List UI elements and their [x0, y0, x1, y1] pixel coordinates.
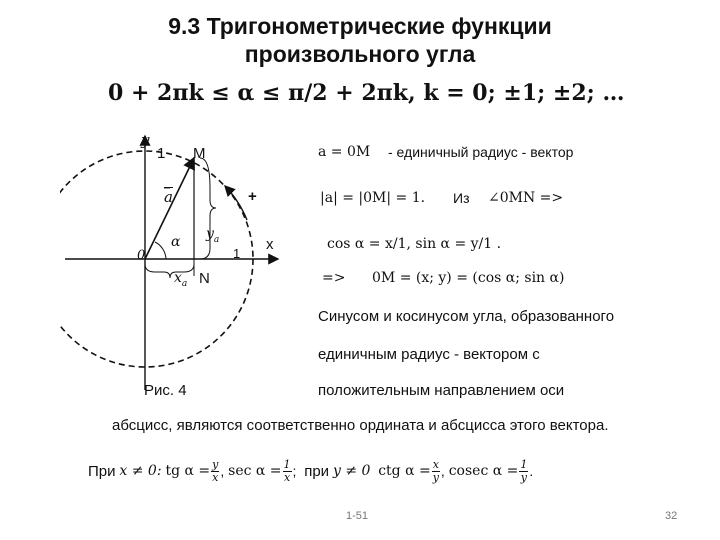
vector-coordinates: 0M = (x; y) = (cos α; sin α) — [372, 270, 565, 286]
tg-fraction: $\frac{y}{x}$ — [212, 457, 219, 484]
unit-mark-top: 1 — [157, 145, 166, 162]
angle-arc — [155, 242, 166, 259]
cosec-label: cosec α = — [448, 463, 519, 479]
implies-arrow: => — [322, 270, 346, 286]
def-vector-text: - единичный радиус - вектор — [388, 144, 574, 160]
slide-title-line2: произвольного угла — [244, 41, 476, 67]
page-number: 32 — [665, 510, 678, 522]
point-m-label: M — [193, 145, 206, 162]
positive-direction-label: + — [248, 188, 257, 205]
ordinate-label: $y_a$ — [206, 226, 220, 245]
vector-a-label: $\overline{a}$ — [164, 188, 173, 206]
condition-y: y ≠ 0 — [332, 463, 371, 479]
unit-circle-figure — [60, 128, 300, 398]
definition-line1: Синусом и косинусом угла, образованного — [318, 308, 615, 325]
when-text-2: при — [304, 462, 330, 480]
from-text: Из — [453, 190, 470, 206]
definition-line3: положительным направлением оси — [318, 382, 565, 399]
ctg-fraction: $\frac{x}{y}$ — [432, 457, 439, 484]
triangle-math: ∠0MN => — [488, 190, 564, 206]
condition-x: x ≠ 0: — [119, 463, 162, 479]
y-axis-label: y — [141, 131, 150, 149]
ctg-label: ctg α = — [378, 463, 431, 479]
definition-line4: абсцисс, являются соответственно ордината и абсцисса этого вектора. — [112, 417, 609, 434]
vector-length-math: |a| = |0M| = 1. — [320, 190, 426, 206]
sec-fraction: $\frac{1}{x}$ — [283, 457, 291, 484]
unit-mark-right: 1 — [233, 246, 241, 261]
trig-formulas-row: При x ≠ 0: tg α = $\frac{y}{x}$ , sec α = $\frac{1}{x}$ ; при y ≠ 0 ctg α = $\frac{x}{y}$ , cosec α = $\frac{1}{y}$ . — [88, 457, 534, 484]
angle-alpha-label: α — [171, 234, 181, 250]
tg-label: tg α = — [165, 463, 211, 479]
def-vector-math: a = 0M — [318, 144, 371, 160]
cosec-fraction: $\frac{1}{y}$ — [520, 457, 528, 484]
footer-center: 1-51 — [346, 510, 369, 522]
point-n-label: N — [199, 270, 210, 287]
sec-label: sec α = — [228, 463, 282, 479]
x-axis-label: x — [266, 236, 274, 253]
cos-sin-def: cos α = x/1, sin α = y/1 . — [327, 236, 502, 252]
when-text-1: При — [88, 462, 116, 480]
slide-title-line1: 9.3 Тригонометрические функции — [168, 13, 552, 39]
radius-vector — [145, 158, 194, 259]
abscissa-label: $x_a$ — [174, 270, 188, 289]
definition-line2: единичным радиус - вектором с — [318, 346, 540, 363]
figure-caption: Рис. 4 — [144, 382, 187, 399]
origin-label: 0 — [137, 248, 146, 263]
main-inequality: 0 + 2πk ≤ α ≤ π/2 + 2πk, k = 0; ±1; ±2; … — [108, 80, 625, 106]
